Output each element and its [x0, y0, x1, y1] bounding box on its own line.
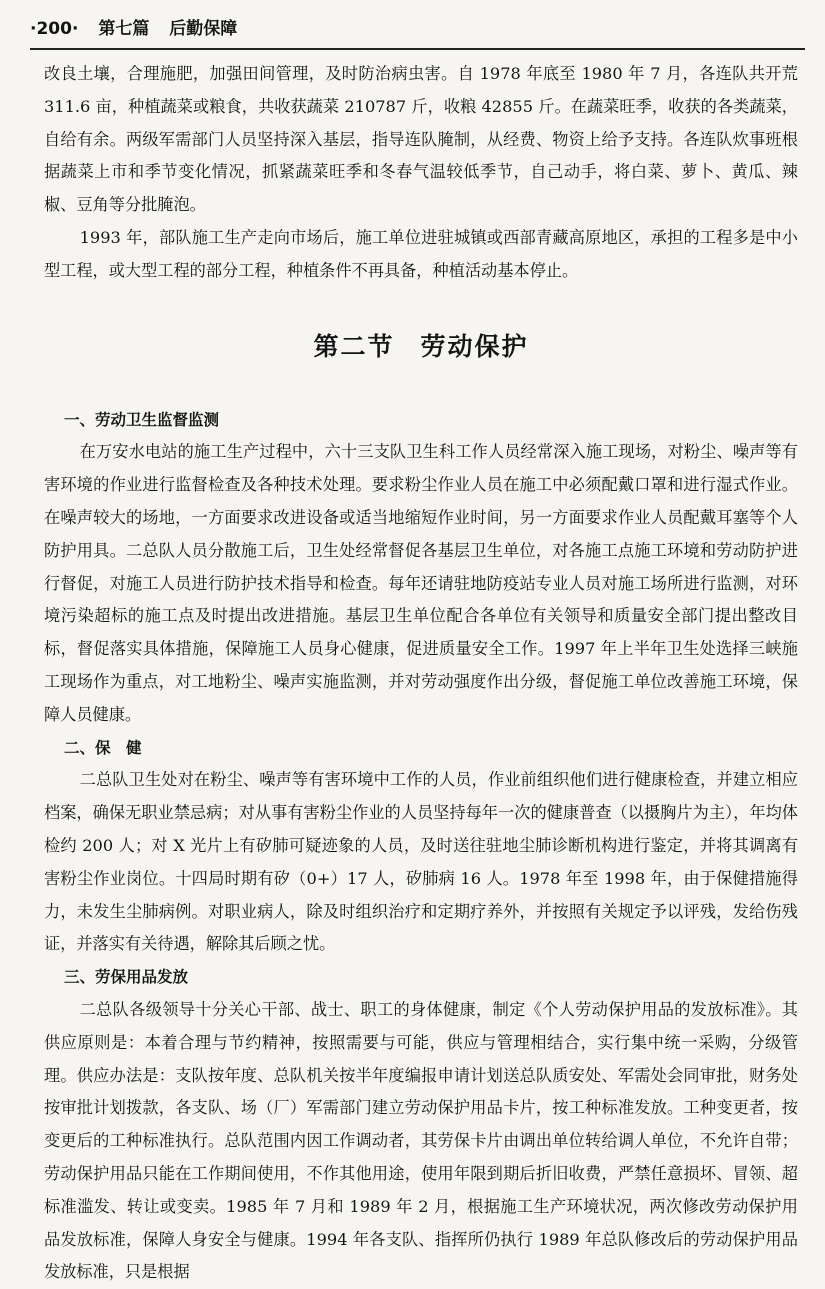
body-paragraph: 1993 年，部队施工生产走向市场后，施工单位进驻城镇或西部青藏高原地区，承担的工程多是中小型工程，或大型工程的部分工程，种植条件不再具备，种植活动基本停止。 — [44, 227, 798, 280]
section-number: 第二节 — [313, 331, 395, 361]
subsection-heading: 二、保 健 — [64, 738, 142, 757]
chapter-title: 后勤保障 — [169, 19, 238, 39]
section-title: 劳动保护 — [420, 331, 529, 361]
body-paragraph: 二总队卫生处对在粉尘、噪声等有害环境中工作的人员，作业前组织他们进行健康检查，并建立相应档案，确保无职业禁忌病；对从事有害粉尘作业的人员坚持每年一次的健康普查（以摄胸片为主），年均体检约 200 人；对 X 光片上有矽肺可疑迹象的人员，及时送往驻地尘肺诊断机构进行鉴定，并将其调离有害粉尘作业岗位。十四局时期有矽（0+）17 人，矽肺病 16 人。1978 年至 1998 年，由于保健措施得力，未发生尘肺病例。对职业病人，除及时组织治疗和定期疗养外，并按照有关规定予以评残，发给伤残证，并落实有关待遇，解除其后顾之忧。 — [44, 770, 798, 954]
body-paragraph: 在万安水电站的施工生产过程中，六十三支队卫生科工作人员经常深入施工现场，对粉尘、噪声等有害环境的作业进行监督检查及各种技术处理。要求粉尘作业人员在施工中必须配戴口罩和进行湿式作业。在噪声较大的场地，一方面要求改进设备或适当地缩短作业时间，另一方面要求作业人员配戴耳塞等个人防护用具。二总队人员分散施工后，卫生处经常督促各基层卫生单位，对各施工点施工环境和劳动防护进行督促，对施工人员进行防护技术指导和检查。每年还请驻地防疫站专业人员对施工场所进行监测，对环境污染超标的施工点及时提出改进措施。基层卫生单位配合各单位有关领导和质量安全部门提出整改目标，督促落实具体措施，保障施工人员身心健康，促进质量安全工作。1997 年上半年卫生处选择三峡施工现场作为重点，对工地粉尘、噪声实施监测，并对劳动强度作出分级，督促施工单位改善施工环境，保障人员健康。 — [44, 442, 798, 724]
part-title: 第七篇 — [98, 19, 150, 39]
running-header — [30, 12, 805, 46]
page-number: ·200· — [30, 19, 79, 39]
header-rule — [30, 48, 805, 50]
subsection-heading: 一、劳动卫生监督监测 — [64, 410, 220, 429]
subsection-heading: 三、劳保用品发放 — [64, 968, 189, 987]
body-paragraph: 改良土壤，合理施肥，加强田间管理，及时防治病虫害。自 1978 年底至 1980 年 7 月，各连队共开荒 311.6 亩，种植蔬菜或粮食，共收获蔬菜 210787 斤，收粮 42855 斤。在蔬菜旺季，收获的各类蔬菜，自给有余。两级军需部门人员坚持深入基层，指导连队腌制，从经费、物资上给予支持。各连队炊事班根据蔬菜上市和季节变化情况，抓紧蔬菜旺季和冬春气温较低季节，自己动手，将白菜、萝卜、黄瓜、辣椒、豆角等分批腌泡。 — [44, 64, 798, 215]
body-paragraph: 二总队各级领导十分关心干部、战士、职工的身体健康，制定《个人劳动保护用品的发放标准》。其供应原则是：本着合理与节约精神，按照需要与可能，供应与管理相结合，实行集中统一采购，分级管理。供应办法是：支队按年度、总队机关按半年度编报申请计划送总队质安处、军需处会同审批，财务处按审批计划拨款，各支队、场（厂）军需部门建立劳动保护用品卡片，按工种标准发放。工种变更者，按变更后的工种标准执行。总队范围内因工作调动者，其劳保卡片由调出单位转给调人单位，不允许自带；劳动保护用品只能在工作期间使用，不作其他用途，使用年限到期后折旧收费，严禁任意损坏、冒领、超标准滥发、转让或变卖。1985 年 7 月和 1989 年 2 月，根据施工生产环境状况，两次修改劳动保护用品发放标准，保障人身安全与健康。1994 年各支队、指挥所仍执行 1989 年总队修改后的劳动保护用品发放标准，只是根据 — [44, 999, 798, 1282]
section-heading — [44, 316, 798, 378]
page-body — [44, 58, 798, 1289]
